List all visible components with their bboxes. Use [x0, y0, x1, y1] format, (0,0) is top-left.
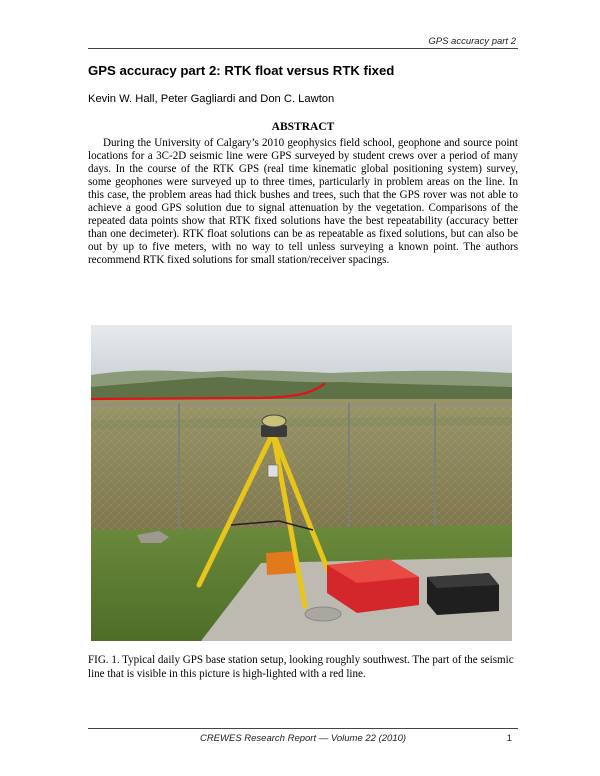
header-rule [88, 48, 518, 49]
fence-mesh [91, 405, 512, 535]
sky [91, 325, 512, 375]
page-footer [88, 733, 518, 747]
abstract-heading: ABSTRACT [271, 121, 335, 133]
footer-rule [88, 728, 518, 729]
figure-photo [91, 325, 512, 641]
page-number: 1 [506, 733, 512, 744]
radio-unit [268, 465, 278, 477]
abstract-body: During the University of Calgary’s 2010 geophysics field school, geophone and source point locations for a 3C-2D seismic line were GPS surveyed by student crews over a period of many days. In the course of the RTK GPS (real time kinematic global positioning system) survey, some geophones were surveyed up to three times, particularly in problem areas on the line. In this case, the problem areas had thick bushes and trees, such that the GPS rover was not able to achieve a good GPS solution due to signal attenuation by the vegetation. Comparisons of the repeated data points show that RTK fixed solutions have the best repeatability (accuracy better than one decimeter). RTK float solutions can be as repeatable as fixed solutions, but can also be out by up to five meters, with no way to tell unless surveying a known point. The authors recommend RTK fixed solutions for small station/receiver spacings. [88, 137, 518, 266]
running-head: GPS accuracy part 2 [428, 36, 516, 47]
author-list: Kevin W. Hall, Peter Gagliardi and Don C. Lawton [88, 93, 335, 105]
footer-text: CREWES Research Report — Volume 22 (2010) [199, 733, 407, 744]
figure-caption: FIG. 1. Typical daily GPS base station setup, looking roughly southwest. The part of the seismic line that is visible in this picture is high-lighted with a red line. [88, 654, 514, 680]
paper-title: GPS accuracy part 2: RTK float versus RTK fixed [88, 63, 395, 78]
tripod-bag [266, 551, 297, 575]
gps-antenna [262, 415, 286, 427]
monument-cap [305, 607, 341, 621]
